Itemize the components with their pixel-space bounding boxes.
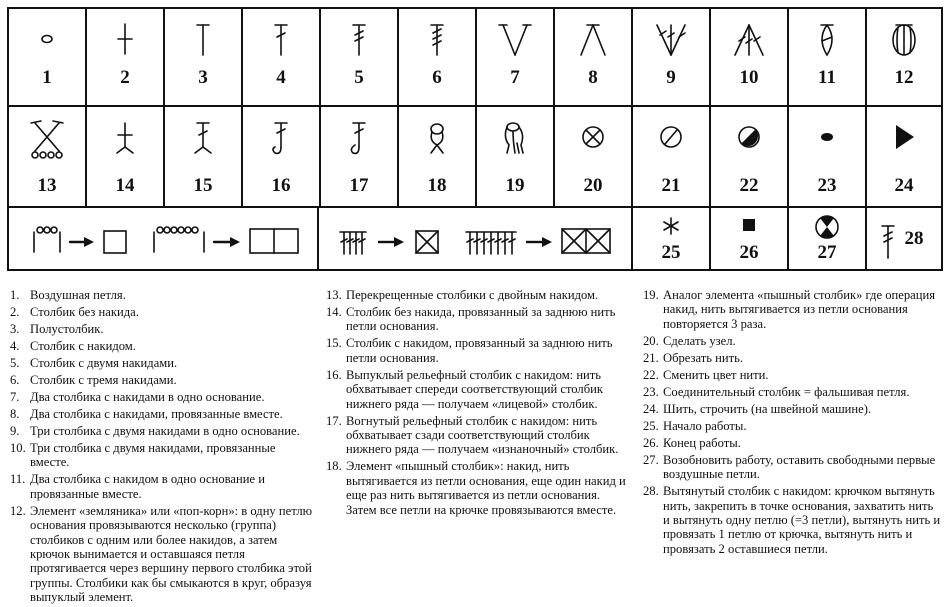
legend-item-number: 17.	[326, 413, 342, 428]
symbol-cell-21	[631, 105, 711, 208]
back-post-dc-icon	[339, 117, 379, 159]
legend-item-text: Элемент «земляника» или «поп-корн»: в одну петлю основания провязываются несколько (группа) столбиков с одним или более накидов, а затем крючок вынимается и оставшаяся петля протягивается через вершину первого столбика этой группы. Столбики как бы смыкаются в круг, образуя выпуклый элемент.	[30, 503, 313, 605]
symbol-cell-25	[631, 206, 711, 271]
legend-item-text: Полустолбик.	[30, 322, 104, 336]
chain-icon	[27, 19, 67, 59]
legend-item-text: Столбик без накида.	[30, 305, 139, 319]
knot-icon	[573, 117, 613, 159]
legend-item-number: 20.	[643, 333, 659, 348]
legend-item	[643, 419, 943, 433]
double-treble-icon	[417, 19, 457, 59]
symbol-cell-14	[85, 105, 165, 208]
legend-item-text: Столбик с тремя накидами.	[30, 373, 177, 387]
legend-item-number: 10.	[10, 441, 26, 455]
legend-item-number: 11.	[10, 472, 26, 487]
symbol-number: 1	[42, 67, 52, 88]
legend-item	[326, 414, 631, 457]
cut-yarn-icon	[651, 117, 691, 159]
legend-item-number: 28.	[643, 484, 659, 499]
legend-item	[326, 305, 631, 334]
grouping-cell-chains	[7, 206, 319, 271]
legend-col-1	[10, 288, 315, 607]
dc2-cluster-icon	[807, 19, 847, 59]
legend-item-number: 26.	[643, 435, 659, 450]
resume-icon	[812, 212, 842, 242]
symbol-number: 4	[276, 67, 286, 88]
symbol-cell-17	[319, 105, 399, 208]
symbol-cell-3	[163, 7, 243, 107]
change-color-icon	[729, 117, 769, 159]
legend-item-number: 3.	[10, 322, 20, 336]
legend-item-number: 4.	[10, 339, 20, 353]
legend-item-text: Три столбика с двумя накидами в одно основание.	[30, 424, 300, 438]
symbol-number: 28	[904, 228, 924, 249]
legend-item-number: 27.	[643, 452, 659, 467]
legend-item-number: 9.	[10, 424, 20, 438]
symbol-number: 8	[588, 67, 598, 88]
symbol-number: 7	[510, 67, 520, 88]
legend-item-text: Два столбика с накидом в одно основание и провязанные вместе.	[30, 472, 265, 501]
legend-item	[10, 373, 315, 387]
symbol-cell-1	[7, 7, 87, 107]
treble-icon	[339, 19, 379, 59]
symbol-cell-24	[865, 105, 943, 208]
legend-item-number: 23.	[643, 384, 659, 399]
back-loop-sc-icon	[105, 117, 145, 159]
symbol-cell-16	[241, 105, 321, 208]
legend-item-number: 2.	[10, 305, 20, 319]
legend-item	[10, 356, 315, 370]
legend-item-text: Аналог элемента «пышный столбик» где операция накид, нить вытягивается из петли основания повторяется 3 раза.	[663, 288, 935, 331]
stitch-grouping-icon	[330, 220, 620, 260]
symbol-cell-15	[163, 105, 243, 208]
legend-item-text: Вытянутый столбик с накидом: крючком вытянуть нить, закрепить в точке основания, захватить нить и вытянуть одну петлю (=3 петли), вытянуть нить и провязать 1 петлю от крючка, вытянуть нить и провязать 2 оставшиеся петли.	[663, 484, 941, 556]
legend-item	[10, 288, 315, 302]
legend-item-number: 18.	[326, 459, 342, 474]
legend-item	[326, 288, 631, 302]
legend-item	[643, 484, 943, 556]
symbol-number: 17	[349, 175, 369, 196]
legend-col-3	[643, 288, 943, 559]
legend-item	[643, 385, 943, 399]
legend-item	[643, 368, 943, 382]
legend-item-text: Конец работы.	[663, 435, 741, 450]
legend-item	[643, 288, 943, 331]
legend-item-text: Сделать узел.	[663, 333, 736, 348]
legend-item-text: Соединительный столбик = фальшивая петля.	[663, 384, 910, 399]
legend-item	[10, 504, 315, 605]
legend-item-text: Столбик с двумя накидами.	[30, 356, 178, 370]
legend-item	[10, 322, 315, 336]
symbol-number: 2	[120, 67, 130, 88]
legend-item-text: Возобновить работу, оставить свободными первые воздушные петли.	[663, 452, 936, 482]
legend-item-text: Три столбика с двумя накидами, провязанные вместе.	[30, 441, 276, 470]
legend-item-number: 22.	[643, 367, 659, 382]
slip-stitch-icon	[807, 117, 847, 159]
legend-item-number: 14.	[326, 305, 342, 319]
legend-item	[326, 459, 631, 517]
legend-item	[643, 402, 943, 416]
legend-col-2	[326, 288, 631, 520]
sew-icon	[884, 117, 924, 159]
legend-item-number: 8.	[10, 407, 20, 421]
symbol-number: 26	[739, 242, 759, 263]
legend-item	[643, 351, 943, 365]
legend-item-number: 16.	[326, 367, 342, 382]
legend-item-text: Выпуклый рельефный столбик с накидом: нить обхватывает спереди соответствующий столбик нижнего ряда — получаем «лицевой» столбик.	[346, 367, 603, 411]
legend-item-number: 15.	[326, 336, 342, 351]
symbol-number: 24	[894, 175, 914, 196]
end-icon	[734, 214, 764, 238]
symbol-number: 13	[37, 175, 57, 196]
symbol-number: 6	[432, 67, 442, 88]
legend-item-text: Начало работы.	[663, 418, 747, 433]
legend-item-text: Два столбика с накидами в одно основание.	[30, 390, 265, 404]
symbol-number: 22	[739, 175, 759, 196]
legend-item-number: 19.	[643, 288, 659, 302]
legend-item	[326, 336, 631, 365]
symbol-number: 16	[271, 175, 291, 196]
start-icon	[656, 214, 686, 238]
legend-item-text: Вогнутый рельефный столбик с накидом: нить обхватывает сзади соответствующий столбик нижнего ряда — получаем «изнаночный» столбик.	[346, 413, 619, 457]
symbol-cell-23	[787, 105, 867, 208]
legend-item-number: 7.	[10, 390, 20, 404]
legend-item-text: Обрезать нить.	[663, 350, 744, 365]
symbol-cell-6	[397, 7, 477, 107]
symbol-cell-5	[319, 7, 399, 107]
legend-item	[10, 407, 315, 421]
grouping-cell-stitches	[317, 206, 633, 271]
symbol-cell-28	[865, 206, 943, 271]
symbol-cell-2	[85, 7, 165, 107]
legend-item-number: 13.	[326, 288, 342, 302]
v-stitch-icon	[495, 19, 535, 59]
legend-item-number: 21.	[643, 350, 659, 365]
symbol-cell-20	[553, 105, 633, 208]
legend-item-text: Два столбика с накидами, провязанные вместе.	[30, 407, 283, 421]
symbol-cell-18	[397, 105, 477, 208]
symbol-cell-10	[709, 7, 789, 107]
legend-item-text: Столбик с накидом, провязанный за заднюю нить петли основания.	[346, 336, 613, 365]
symbol-cell-12	[865, 7, 943, 107]
legend-item-text: Сменить цвет нити.	[663, 367, 769, 382]
symbol-cell-9	[631, 7, 711, 107]
symbol-number: 5	[354, 67, 364, 88]
symbol-number: 27	[817, 242, 837, 263]
symbol-number: 20	[583, 175, 603, 196]
symbol-number: 18	[427, 175, 447, 196]
symbol-number: 23	[817, 175, 837, 196]
symbol-number: 21	[661, 175, 681, 196]
legend-item	[10, 472, 315, 501]
symbol-cell-19	[475, 105, 555, 208]
popcorn-icon	[884, 19, 924, 59]
legend-item-text: Элемент «пышный столбик»: накид, нить вытягивается из петли основания, еще один накид и еще раз нить вытягивается из петли основания. Затем все петли на крючке провязываются вместе.	[346, 459, 626, 517]
symbol-number: 9	[666, 67, 676, 88]
crossed-treble-icon	[27, 117, 67, 159]
symbol-number: 12	[894, 67, 914, 88]
back-loop-dc-icon	[183, 117, 223, 159]
tr3-shell-icon	[651, 19, 691, 59]
legend-item	[326, 368, 631, 411]
symbol-number: 10	[739, 67, 759, 88]
legend-item-number: 24.	[643, 401, 659, 416]
legend-item-text: Столбик без накида, провязанный за заднюю нить петли основания.	[346, 305, 616, 334]
legend-item	[10, 441, 315, 470]
symbol-number: 11	[818, 67, 836, 88]
symbol-number: 19	[505, 175, 525, 196]
symbol-number: 3	[198, 67, 208, 88]
dc2tog-icon	[573, 19, 613, 59]
legend-item-number: 1.	[10, 288, 20, 302]
symbol-cell-7	[475, 7, 555, 107]
legend-item-text: Перекрещенные столбики с двойным накидом.	[346, 288, 599, 302]
legend-item	[643, 334, 943, 348]
symbol-cell-27	[787, 206, 867, 271]
chain-grouping-icon	[18, 220, 308, 260]
symbol-cell-8	[553, 7, 633, 107]
half-double-icon	[183, 19, 223, 59]
symbol-cell-11	[787, 7, 867, 107]
legend-item	[10, 390, 315, 404]
legend-item	[643, 436, 943, 450]
legend-item-number: 6.	[10, 373, 20, 387]
symbol-number: 15	[193, 175, 213, 196]
legend-item	[10, 339, 315, 353]
symbol-number: 25	[661, 242, 681, 263]
front-post-dc-icon	[261, 117, 301, 159]
legend-item	[643, 453, 943, 482]
legend-item-number: 25.	[643, 418, 659, 433]
puff-stitch-icon	[417, 117, 457, 159]
symbol-cell-13	[7, 105, 87, 208]
legend-item	[10, 305, 315, 319]
legend-item-text: Столбик с накидом.	[30, 339, 136, 353]
legend-item-number: 12.	[10, 503, 26, 518]
puff3-icon	[495, 117, 535, 159]
single-crochet-icon	[105, 19, 145, 59]
symbol-cell-22	[709, 105, 789, 208]
legend-item-text: Шить, строчить (на швейной машине).	[663, 401, 872, 416]
double-crochet-icon	[261, 19, 301, 59]
tr3tog-icon	[729, 19, 769, 59]
legend-item	[10, 424, 315, 438]
symbol-cell-4	[241, 7, 321, 107]
legend-item-text: Воздушная петля.	[30, 288, 126, 302]
symbol-cell-26	[709, 206, 789, 271]
symbol-number: 14	[115, 175, 135, 196]
legend-item-number: 5.	[10, 356, 20, 370]
